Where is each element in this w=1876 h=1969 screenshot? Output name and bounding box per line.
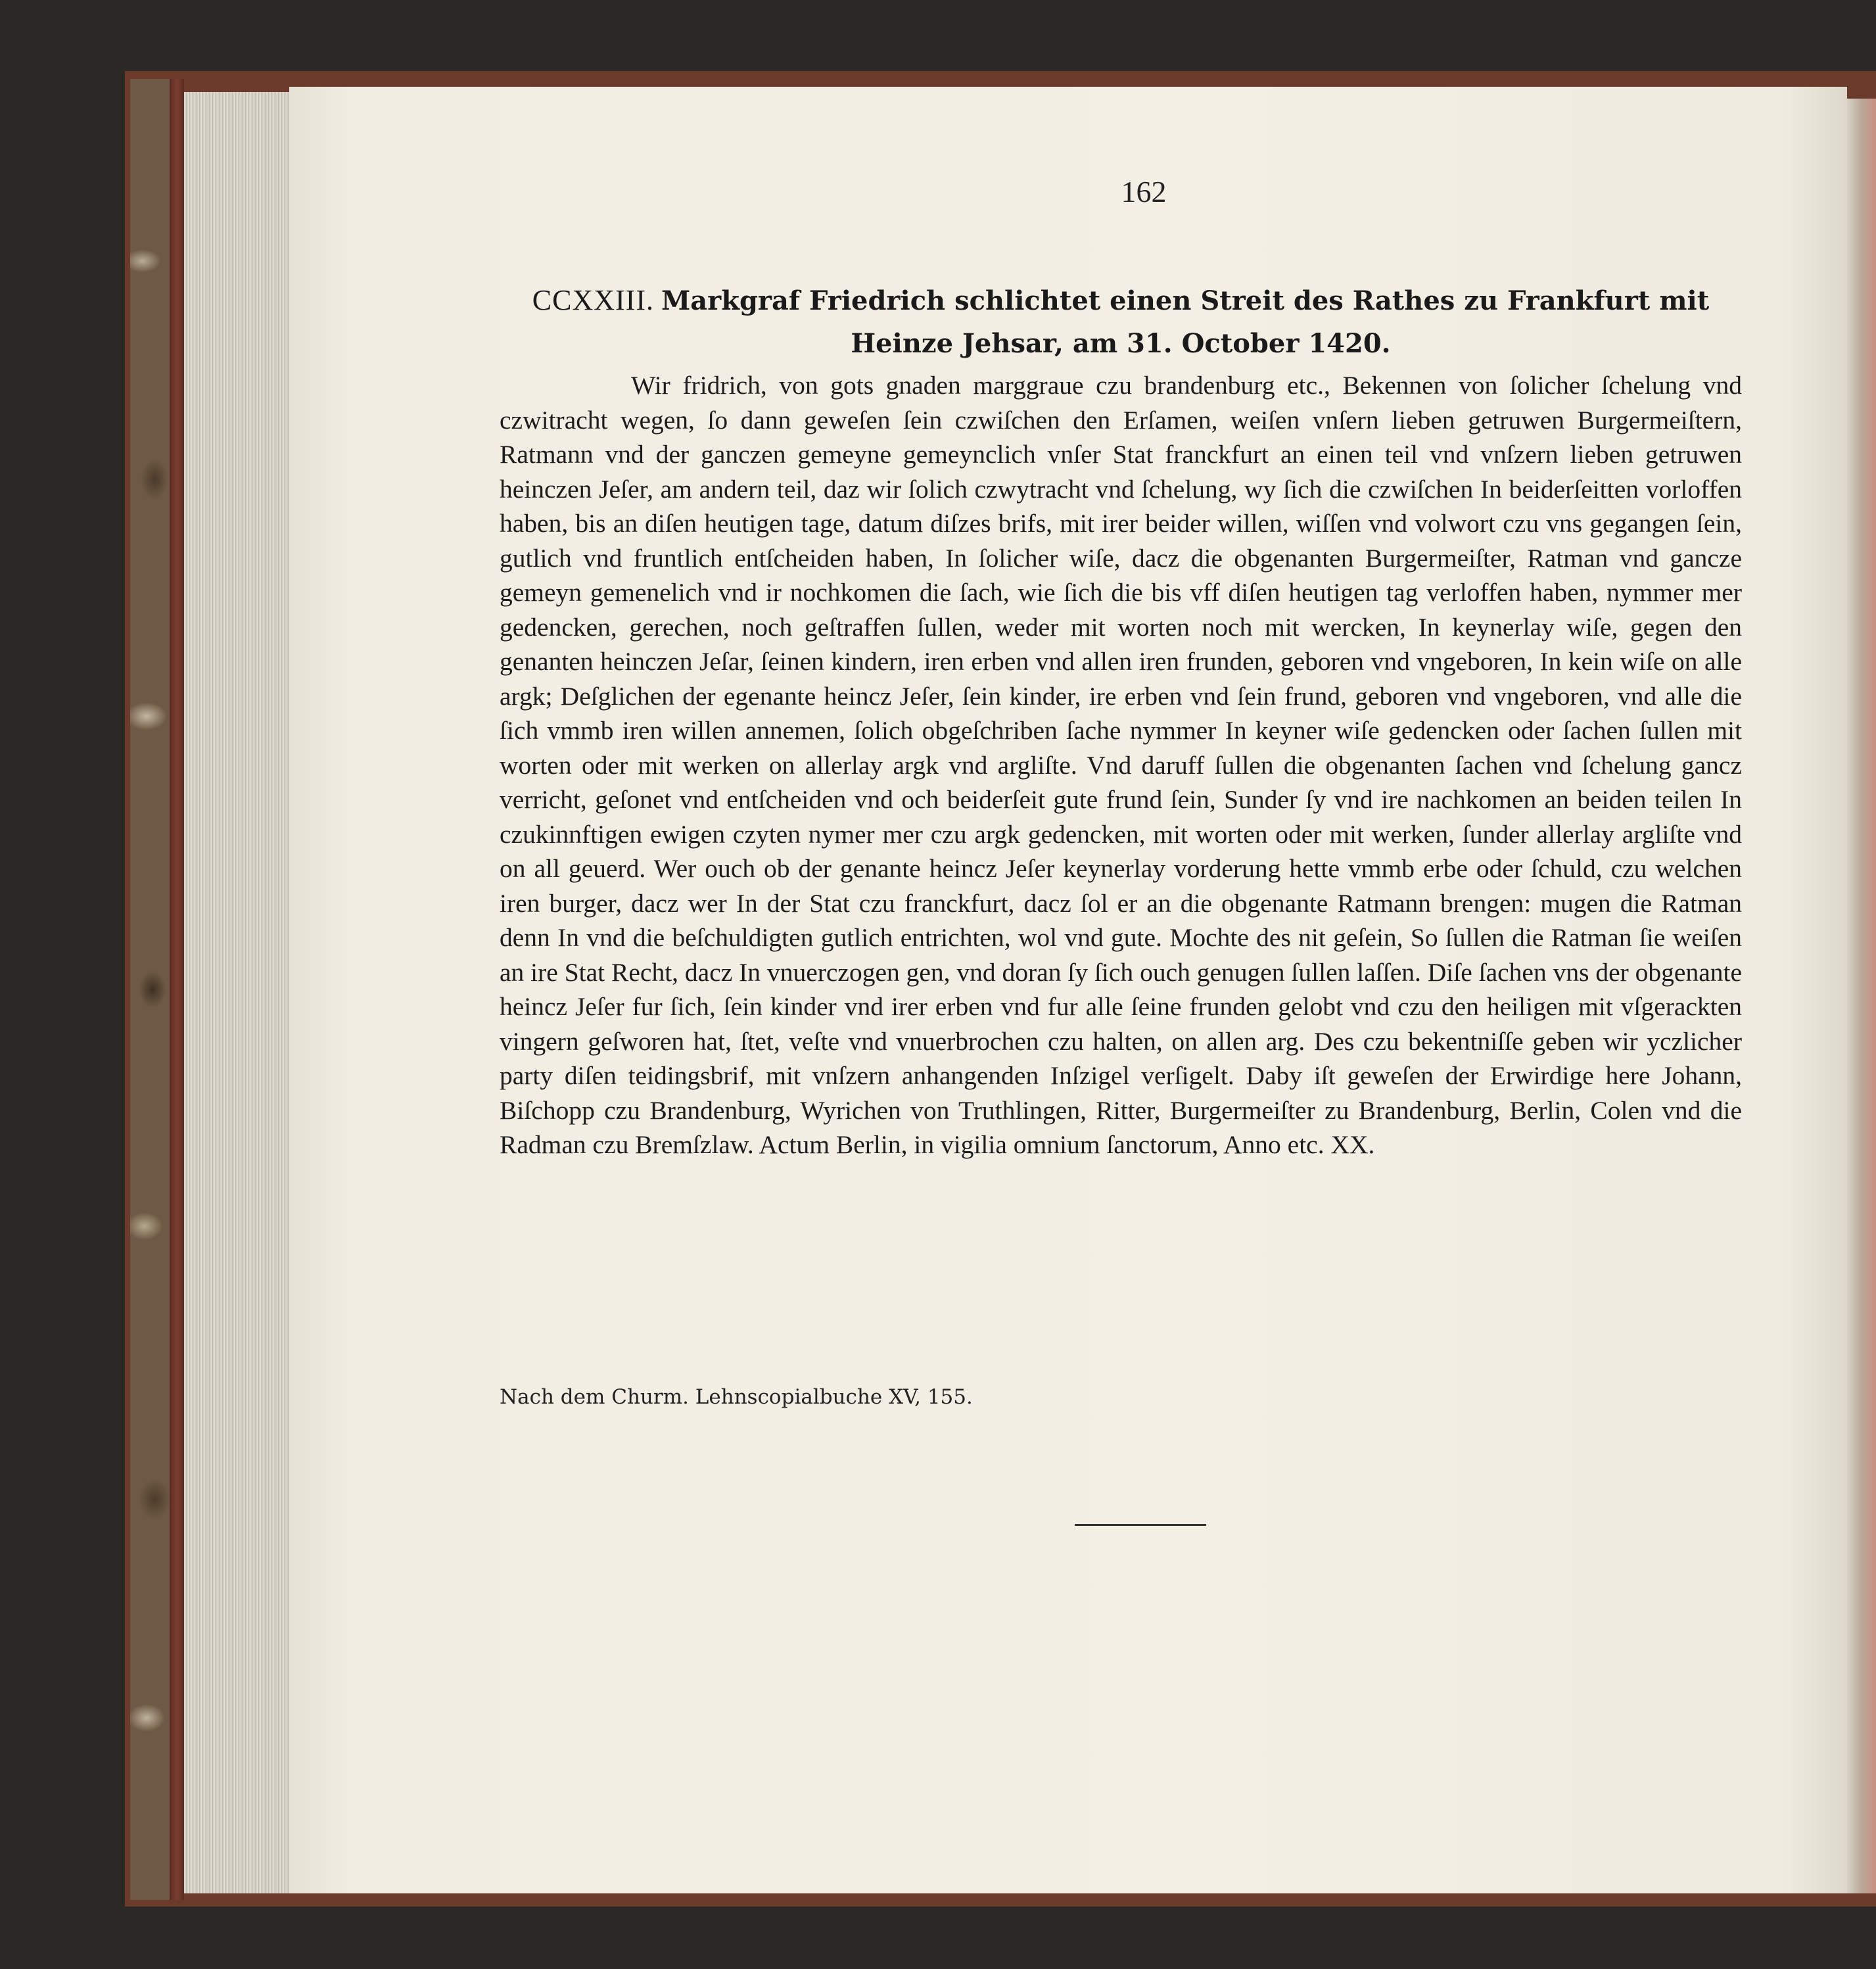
book-spine: [170, 79, 184, 1900]
document-body: Wir fridrich, von gots gnaden marggraue czu brandenburg etc., Bekennen von ſolicher ſchelung vnd czwitracht wegen, ſo dann geweſen ſein czwiſchen den Erſamen, weiſen vnſern lieben getruwen Burgermeiſtern, Ratmann vnd der ganczen gemeyne gemeynclich vnſer Stat franckfurt an einen teil vnd vnſzern lieben getruwen heinczen Jeſer, am andern teil, daz wir ſolich czwytracht vnd ſchelung, wy ſich die czwiſchen In beiderſeitten vorloffen haben, bis an diſen heutigen tage, datum diſzes brifs, mit irer beider willen, wiſſen vnd volwort czu vns gegangen ſein, gutlich vnd fruntlich entſcheiden haben, In ſolicher wiſe, dacz die obgenanten Burgermeiſter, Ratman vnd gancze gemeyn gemenelich vnd ir nochkomen die ſach, wie ſich die bis vff diſen heutigen tag verloffen haben, nymmer mer gedencken, gerechen, noch geſtraffen ſullen, weder mit worten noch mit wercken, In keynerlay wiſe, gegen den genanten heinczen Jeſar, ſeinen kindern, iren erben vnd allen iren frunden, geboren vnd vngeboren, In kein wiſe on alle argk; Deſglichen der egenante heincz Jeſer, ſein kinder, ire erben vnd ſein frund, geboren vnd vngeboren, vnd alle die ſich vmmb iren willen annemen, ſolich obgeſchriben ſache nymmer In keyner wiſe gedencken oder ſachen ſullen mit worten oder mit werken on allerlay argk vnd argliſte. Vnd daruff ſullen die obgenanten ſachen vnd ſchelung gancz verricht, geſonet vnd entſcheiden vnd och beiderſeit gute frund ſein, Sunder ſy vnd ire nachkomen an beiden teilen In czukinnftigen ewigen czyten nymer mer czu argk gedencken, mit worten oder mit werken, ſunder allerlay argliſte vnd on all geuerd. Wer ouch ob der genante heincz Jeſer keynerlay vorderung hette vmmb erbe oder ſchuld, czu welchen iren burger, dacz wer In der Stat czu franckfurt, dacz ſol er an die obgenante Ratmann brengen: mugen die Ratman denn In vnd die beſchuldigten gutlich entrichten, wol vnd gute. Mochte des nit geſein, So ſullen die Ratman ſie weiſen an ire Stat Recht, dacz In vnuerczogen gen, vnd doran ſy ſich ouch genugen ſullen laſſen. Diſe ſachen vns der obgenante heincz Jeſer fur ſich, ſein kinder vnd irer erben vnd fur alle ſeine frunden gelobt vnd czu den heiligen mit vſgerackten vingern geſworen hat, ſtet, veſte vnd vnuerbrochen czu halten, on allen arg. Des czu bekentniſſe geben wir yczlicher party diſen teidingsbrif, mit vnſzern anhangenden Inſzigel verſigelt. Daby iſt geweſen der Erwirdige here Johann, Biſchopp czu Brandenburg, Wyrichen von Truthlingen, Ritter, Burgermeiſter zu Brandenburg, Berlin, Colen vnd die Radman czu Bremſzlaw. Actum Berlin, in vigilia omnium ſanctorum, Anno etc. XX.: [500, 371, 1742, 1159]
marbled-edge: [130, 79, 171, 1900]
facing-page-edge: [1847, 99, 1876, 1893]
section-divider: [1075, 1524, 1206, 1526]
page-number: 162: [1121, 175, 1167, 208]
source-note: Nach dem Churm. Lehnscopialbuche XV, 155.: [500, 1385, 973, 1409]
document-heading: [500, 279, 1742, 365]
page-edges: [184, 92, 289, 1893]
heading-text: Markgraf Friedrich schlichtet einen Streit des Rathes zu Frankfurt mit Heinze Jehsar, am 31. October 1420.: [661, 285, 1710, 359]
document-number: CCXXIII.: [532, 284, 654, 316]
